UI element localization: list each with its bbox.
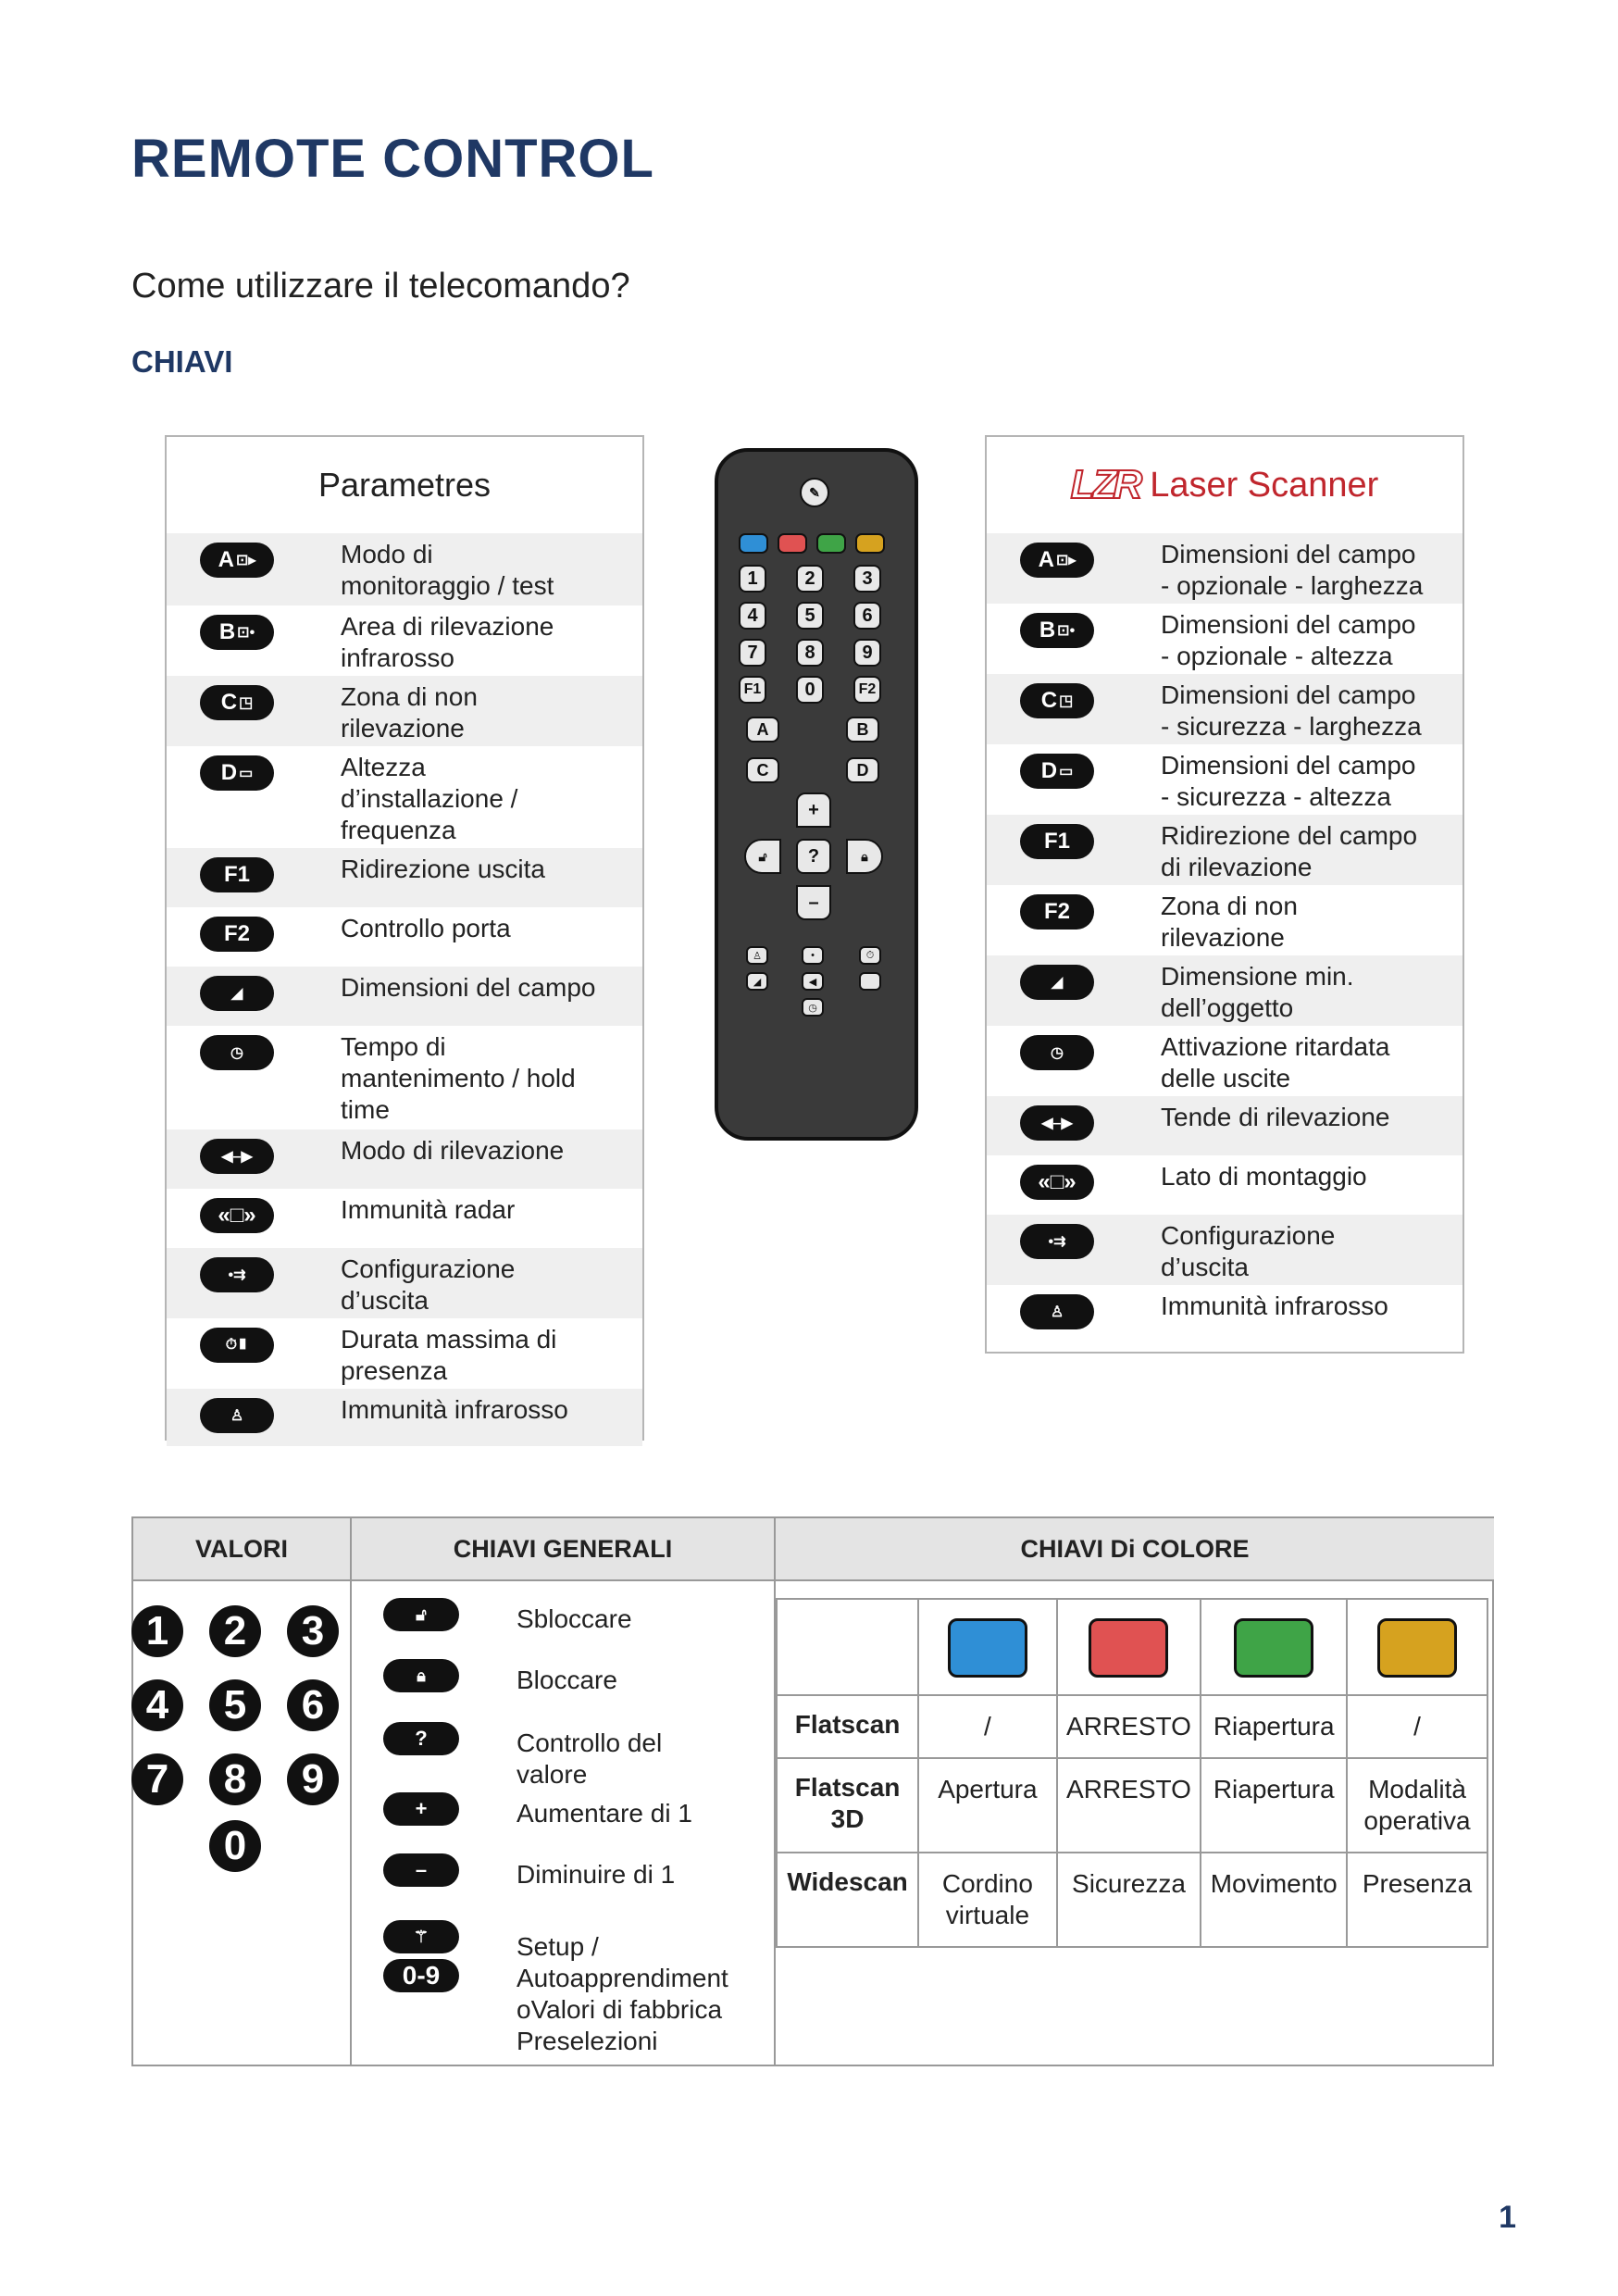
field-corner-icon [200,685,274,720]
remote-minus-key: – [796,885,831,920]
device-name: Flatscan [777,1695,918,1758]
parameters-list [167,533,642,1446]
output-config-icon: •⇉ [228,1267,246,1283]
lock-icon: 🔒︎ [417,1666,426,1685]
parameter-description: Durata massima di presenza [341,1325,557,1385]
color-key-action: Modalità operativa [1347,1758,1487,1853]
remote-letter-key: A [746,717,779,742]
key-f2 [1020,894,1094,930]
parameter-row [987,604,1462,674]
color-key-action: Movimento [1201,1853,1347,1947]
remote-digit-key: 9 [853,639,881,667]
parameter-row [987,1026,1462,1096]
parameter-row [987,674,1462,744]
key-f1 [1020,824,1094,859]
parameter-row [987,1285,1462,1342]
parameter-description: Dimensioni del campo - sicurezza - larghezza [1161,680,1422,741]
clock-icon [1020,1035,1094,1070]
parameter-description: Modo di monitoraggio / test [341,540,554,600]
parameter-description: Configurazione d’uscita [1161,1221,1336,1281]
parameter-row [167,1389,642,1446]
ghost-icon [200,1398,274,1433]
field-dot-icon: ⊡• [1057,623,1076,639]
output-config-icon [1020,1224,1094,1259]
field-dot-icon [1020,613,1094,648]
output-config-icon [200,1257,274,1292]
presence-timer-icon [200,1328,274,1363]
color-keys-table [776,1598,1488,1948]
value-digit: 4 [131,1679,183,1731]
ramp-icon [1020,965,1094,1000]
parameter-description: Dimensioni del campo [341,973,596,1002]
field-box-icon [200,755,274,791]
parameter-row [167,848,642,907]
field-arrow-icon [1020,543,1094,578]
color-key-action: Sicurezza [1057,1853,1201,1947]
parameter-row [167,605,642,676]
value-digit: 1 [131,1605,183,1657]
key-f1 [200,857,274,892]
color-key-action: Apertura [918,1758,1057,1853]
parameter-row [987,1215,1462,1285]
values-header: VALORI [133,1518,352,1581]
parameter-description: Dimensioni del campo - opzionale - larghezza [1161,540,1424,600]
parameter-description: Immunità infrarosso [341,1395,568,1424]
remote-letter-key: C [746,757,779,783]
output-config-icon: •⇉ [1048,1234,1066,1250]
ramp-icon: ◢ [1051,975,1064,991]
parameter-description: Tempo di mantenimento / hold time [341,1032,576,1124]
key-label: ? [415,1727,428,1750]
key-label: C [220,690,238,715]
general-key-description: Diminuire di 1 [517,1860,676,1889]
parameter-row [987,533,1462,604]
unlock-icon [383,1598,459,1631]
parameter-row [987,815,1462,885]
remote-digit-key: 1 [739,565,766,593]
parameter-description: Zona di non rilevazione [1161,892,1298,952]
parameter-description: Dimensioni del campo - sicurezza - altezza [1161,751,1416,811]
device-name: Flatscan 3D [777,1758,918,1853]
parameter-row [167,1026,642,1129]
color-key-action: Cordino virtuale [918,1853,1057,1947]
parameter-row [987,885,1462,955]
parameter-description: Attivazione ritardata delle uscite [1161,1032,1390,1092]
double-arrow-icon [1020,1105,1094,1141]
color-keys-header: CHIAVI Di COLORE [776,1518,1494,1581]
parameter-row [167,907,642,967]
color-key-action: Riapertura [1201,1758,1347,1853]
color-key-action: / [1347,1695,1487,1758]
parameter-description: Ridirezione uscita [341,855,545,883]
double-arrow-icon: ◀–▶ [221,1149,253,1165]
parameter-row [167,1129,642,1189]
remote-digit-key: F2 [853,676,881,704]
remote-digit-key: 6 [853,602,881,630]
value-digit: 9 [287,1753,339,1805]
field-arrow-icon: ⊡▸ [1055,553,1077,568]
ghost-icon: ♙ [230,1408,244,1424]
key-label: A [1038,547,1054,572]
remote-color-key [816,533,846,554]
key-label: «□» [1038,1169,1077,1194]
key-label: + [415,1797,428,1820]
general-keys-header: CHIAVI GENERALI [352,1518,776,1581]
general-key-description: Sbloccare [517,1604,632,1633]
key-label: – [415,1858,428,1881]
remote-plus-key: + [796,792,831,828]
remote-question-key: ? [796,839,831,874]
remote-color-key [778,533,807,554]
remote-digit-key: 3 [853,565,881,593]
parameter-row [167,1189,642,1248]
value-digit: 0 [209,1820,261,1872]
remote-digit-key: 0 [796,676,824,704]
field-corner-icon: ◳ [1059,693,1074,709]
parameter-row [987,1155,1462,1215]
value-digit: 5 [209,1679,261,1731]
laser-scanner-logo [987,437,1462,533]
lzr-logo-mark: LZR [1070,462,1139,507]
parameter-description: Immunità infrarosso [1161,1292,1388,1320]
divider [350,1518,352,2065]
parameter-row [167,746,642,848]
key-label: B [218,619,236,644]
ramp-icon: ◢ [746,972,768,991]
general-key-description: Setup / Autoapprendiment oValori di fabbrica Preselezioni [517,1932,728,2055]
field-arrow-icon: ⊡▸ [235,553,256,568]
parameter-description: Immunità radar [341,1195,516,1224]
parameter-row [167,676,642,746]
swatch-cell [1201,1599,1347,1695]
key-label: F1 [1043,829,1070,854]
output-config-icon: • [802,946,824,965]
parameter-row [987,1096,1462,1155]
general-key-description: Bloccare [517,1666,617,1694]
presence-timer-icon: ⏱▮ [225,1337,249,1353]
value-digit: 3 [287,1605,339,1657]
laser-scanner-panel [985,435,1464,1354]
parameter-row [167,967,642,1026]
radar-icon [859,972,881,991]
clock-icon: ◷ [230,1045,243,1061]
key-label: B [1039,618,1056,643]
color-key-action: Riapertura [1201,1695,1347,1758]
field-box-icon [1020,754,1094,789]
remote-digit-key: 5 [796,602,824,630]
value-digit: 6 [287,1679,339,1731]
remote-letter-key: D [846,757,879,783]
value-digit: 2 [209,1605,261,1657]
remote-letter-key: B [846,717,879,742]
parameter-description: Area di rilevazione infrarosso [341,612,554,672]
parameter-description: Tende di rilevazione [1161,1103,1390,1131]
key-label: A [218,547,234,572]
field-box-icon: ▭ [239,766,254,781]
page-title: REMOTE CONTROL [131,129,654,189]
general-key-description: Aumentare di 1 [517,1799,692,1828]
key-label: «□» [218,1203,256,1228]
keys-table [131,1516,1494,2066]
empty-cell [777,1599,918,1695]
swatch-cell [1057,1599,1201,1695]
color-key-swatch [1089,1618,1168,1678]
remote-color-key [855,533,885,554]
unlock-icon: 🔓︎ [416,1604,427,1624]
key-f2 [200,917,274,952]
color-key-action: Presenza [1347,1853,1487,1947]
ramp-icon [200,976,274,1011]
section-heading: CHIAVI [131,344,233,379]
laser-scanner-list [987,533,1462,1342]
logo-text: Laser Scanner [1150,465,1379,505]
plus-icon [383,1792,459,1826]
parameter-description: Ridirezione del campo di rilevazione [1161,821,1418,881]
color-key-action: / [918,1695,1057,1758]
parameter-description: Altezza d’installazione / frequenza [341,753,518,844]
remote-digit-key: 4 [739,602,766,630]
page-number: 1 [1499,2200,1516,2235]
parameters-heading: Parametres [317,466,492,504]
key-label: F1 [223,862,250,887]
lock-icon: 🔒︎ [846,839,883,874]
remote-digit-key: F1 [739,676,766,704]
key-label: C [1040,688,1058,713]
device-name: Widescan [777,1853,918,1947]
field-corner-icon [1020,683,1094,718]
preset-key [383,1959,459,1992]
field-arrow-icon [200,543,274,578]
swatch-cell [1347,1599,1487,1695]
radar-icon [200,1198,274,1233]
parameter-row [167,1248,642,1318]
parameter-description: Dimensione min. dell’oggetto [1161,962,1354,1022]
parameter-row [167,1318,642,1389]
color-key-swatch [1234,1618,1313,1678]
parameter-row [987,955,1462,1026]
key-label: F2 [1043,899,1070,924]
parameter-row [987,744,1462,815]
remote-digit-key: 7 [739,639,766,667]
lock-icon [383,1659,459,1692]
parameter-description: Modo di rilevazione [341,1136,565,1165]
color-key-action: ARRESTO [1057,1695,1201,1758]
field-dot-icon [200,615,274,650]
double-arrow-icon: ◀ [802,972,824,991]
field-dot-icon: ⊡• [237,625,255,641]
remote-digit-key: 2 [796,565,824,593]
radar-icon [1020,1165,1094,1200]
color-key-action: ARRESTO [1057,1758,1201,1853]
ghost-icon: ♙ [1050,1304,1064,1320]
parameter-description: Configurazione d’uscita [341,1254,516,1315]
general-key-description: Controllo del valore [517,1728,663,1789]
key-label: F2 [223,921,250,946]
color-key-swatch [1377,1618,1457,1678]
key-label: 0-9 [402,1961,441,1990]
parameter-description: Zona di non rilevazione [341,682,478,742]
ghost-icon [1020,1294,1094,1329]
parameter-description: Lato di montaggio [1161,1162,1367,1191]
double-arrow-icon [200,1139,274,1174]
value-digit: 8 [209,1753,261,1805]
clock-icon: ◷ [802,998,824,1017]
wand-icon: ✎ [800,478,829,507]
field-corner-icon: ◳ [239,695,254,711]
remote-color-key [739,533,768,554]
parameters-panel [165,435,644,1441]
wand-icon: ⚚ [413,1927,429,1946]
field-box-icon: ▭ [1059,764,1074,780]
wand-icon [383,1920,459,1953]
presence-timer-icon: ⏱ [859,946,881,965]
color-key-swatch [948,1618,1027,1678]
remote-digit-key: 8 [796,639,824,667]
clock-icon [200,1035,274,1070]
swatch-cell [918,1599,1057,1695]
value-digit: 7 [131,1753,183,1805]
unlock-icon: 🔓︎ [744,839,781,874]
ghost-icon: ♙ [746,946,768,965]
parameter-description: Dimensioni del campo - opzionale - altezza [1161,610,1416,670]
key-label: D [1040,758,1058,783]
double-arrow-icon: ◀–▶ [1041,1116,1073,1131]
key-label: D [220,760,238,785]
clock-icon: ◷ [1051,1045,1064,1061]
minus-icon [383,1853,459,1887]
page-subtitle: Come utilizzare il telecomando? [131,267,630,306]
parameter-description: Controllo porta [341,914,511,942]
remote-control-image [715,448,918,1141]
ramp-icon: ◢ [230,986,243,1002]
question-icon [383,1722,459,1755]
parameter-row [167,533,642,605]
